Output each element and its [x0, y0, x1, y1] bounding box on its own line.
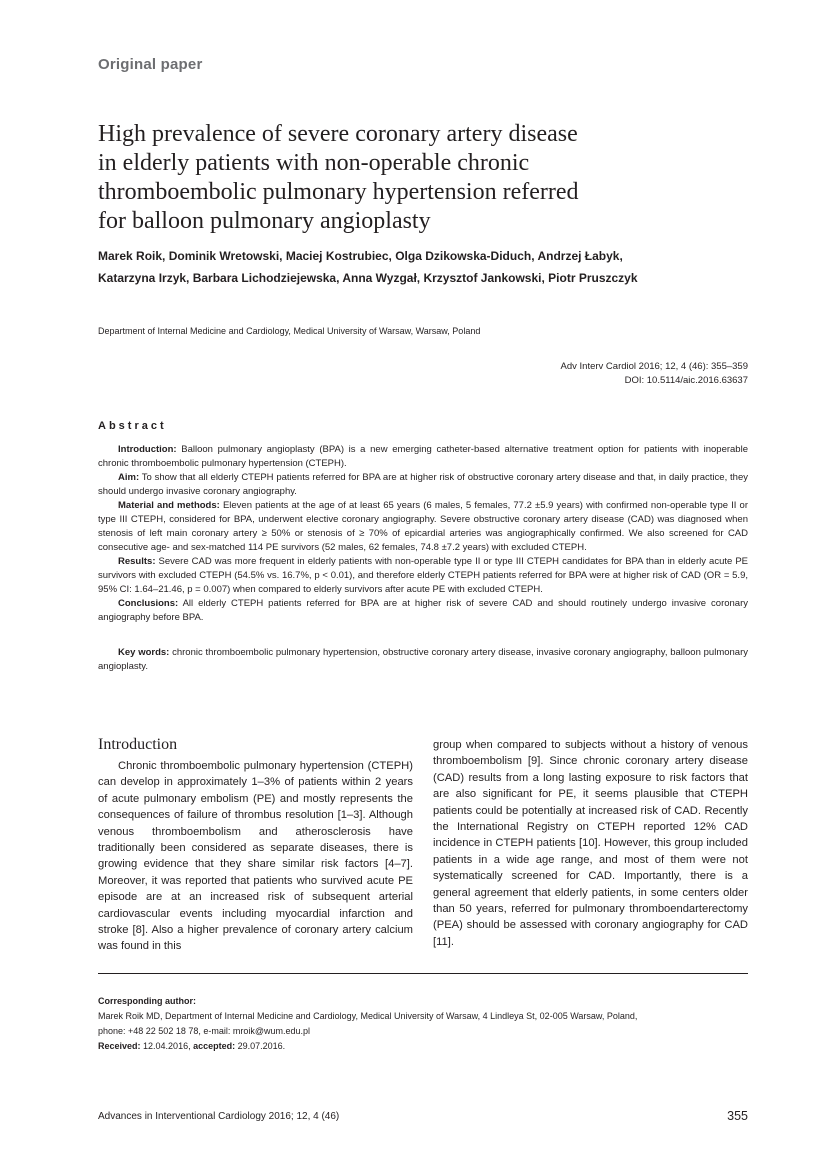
- abstract-conclusions: [98, 597, 748, 625]
- correspondence-address: Marek Roik MD, Department of Internal Medicine and Cardiology, Medical University of Warsaw, 4 Lindleya St, 02-005 Warsaw, Poland,: [98, 1011, 638, 1021]
- author-list: [98, 245, 638, 289]
- abstract-label: Material and methods:: [118, 500, 220, 511]
- abstract-label: Key words:: [118, 647, 170, 658]
- abstract-heading: Abstract: [98, 420, 167, 432]
- section-label: Original paper: [98, 56, 203, 73]
- affiliation: Department of Internal Medicine and Cardiology, Medical University of Warsaw, Warsaw, Poland: [98, 326, 481, 336]
- citation-block: [561, 360, 748, 388]
- body-paragraph: group when compared to subjects without a history of venous thromboembolism [9]. Since chronic coronary artery disease (CAD) results from a long lasting exposure to risk factors that are also significant for PE, it seems plausible that CTEPH patients could be potentially at increased risk of CAD. Recently the International Registry on CTEPH reported 12% CAD incidence in CTEPH patients [10]. However, this group included patients in a wide age range, and most of them were not systematically screened for CAD. Importantly, there is a general agreement that elderly patients, in some centers older than 50 years, referred for pulmonary thromboendarterectomy (PEA) should be assessed with coronary angiography for CAD [11].: [433, 739, 748, 948]
- title-line: in elderly patients with non-operable chronic: [98, 150, 530, 176]
- author-line: Marek Roik, Dominik Wretowski, Maciej Kostrubiec, Olga Dzikowska-Diduch, Andrzej Łabyk,: [98, 249, 623, 263]
- footer-journal: Advances in Interventional Cardiology 2016; 12, 4 (46): [98, 1111, 340, 1122]
- abstract-results: [98, 555, 748, 597]
- correspondence: [98, 994, 748, 1054]
- correspondence-contact: phone: +48 22 502 18 78, e-mail: mroik@wum.edu.pl: [98, 1026, 311, 1036]
- accepted-date: 29.07.2016.: [235, 1041, 286, 1051]
- abstract-label: Aim:: [118, 472, 140, 483]
- received-date: 12.04.2016,: [140, 1041, 194, 1051]
- doi: DOI: 10.5114/aic.2016.63637: [624, 375, 748, 386]
- article-title: [98, 120, 698, 236]
- page-number: 355: [727, 1109, 748, 1123]
- abstract-introduction: [98, 443, 748, 471]
- divider: [98, 973, 748, 974]
- abstract: [98, 443, 748, 674]
- journal-reference: Adv Interv Cardiol 2016; 12, 4 (46): 355–359: [560, 361, 748, 372]
- abstract-aim: [98, 471, 748, 499]
- abstract-text: To show that all elderly CTEPH patients referred for BPA are at higher risk of obstructive coronary artery disease and that, in daily practice, they should undergo invasive coronary angiography.: [98, 472, 748, 497]
- abstract-label: Conclusions:: [118, 598, 179, 609]
- correspondence-heading: Corresponding author:: [98, 996, 196, 1006]
- abstract-text: chronic thromboembolic pulmonary hypertension, obstructive coronary artery disease, invasive coronary angiography, balloon pulmonary angioplasty.: [98, 647, 748, 672]
- abstract-methods: [98, 499, 748, 555]
- received-label: Received:: [98, 1041, 141, 1051]
- abstract-keywords: [98, 646, 748, 674]
- accepted-label: accepted:: [193, 1041, 236, 1051]
- body-paragraph: Chronic thromboembolic pulmonary hypertension (CTEPH) can develop in approximately 1–3% of patients within 2 years of acute pulmonary embolism (PE) and mostly represents the consequences of failure of thrombus resolution [1–3]. Although venous thromboembolism and atherosclerosis have traditionally been considered as separate diseases, there is growing evidence that they share similar risk factors [4–7]. Moreover, it was reported that patients who survived acute PE episode are at an increased risk of subsequent arterial cardiovascular events including myocardial infarction and stroke [8]. Also a higher prevalence of coronary artery calcium was found in this: [98, 760, 413, 953]
- abstract-text: Severe CAD was more frequent in elderly patients with non-operable type II or type III CTEPH candidates for BPA than in elderly acute PE survivors with excluded CTEPH (54.5% vs. 16.7%, p < 0.01), and therefore elderly CTEPH patients referred for BPA were at higher risk of CAD (OR = 5.9, 95% CI: 1.64–21.46, p = 0.007) when compared to elderly survivors after acute PE with excluded CTEPH.: [98, 556, 748, 595]
- received-accepted: [98, 1039, 748, 1054]
- author-line: Katarzyna Irzyk, Barbara Lichodziejewska, Anna Wyzgał, Krzysztof Jankowski, Piotr Pruszczyk: [98, 271, 638, 285]
- body-column-right: [433, 737, 748, 950]
- abstract-label: Results:: [118, 556, 156, 567]
- title-line: thromboembolic pulmonary hypertension referred: [98, 179, 579, 205]
- introduction-heading: Introduction: [98, 736, 178, 753]
- abstract-text: Eleven patients at the age of at least 65 years (6 males, 5 females, 77.2 ±5.9 years) with confirmed non-operable type II or type III CTEPH, considered for BPA, underwent elective coronary angiography. Severe obstructive coronary artery disease (CAD) was diagnosed when stenosis of left main coronary artery ≥ 50% or stenosis of ≥ 70% of epicardial arteries was angiographically confirmed. We also screened for CAD consecutive age- and sex-matched 114 PE survivors (52 males, 62 females, 74.8 ±7.2 years) with excluded CTEPH.: [98, 500, 748, 553]
- abstract-text: Balloon pulmonary angioplasty (BPA) is a new emerging catheter-based alternative treatment option for patients with inoperable chronic thromboembolic pulmonary hypertension (CTEPH).: [98, 444, 748, 469]
- abstract-text: All elderly CTEPH patients referred for BPA are at higher risk of severe CAD and should routinely undergo invasive coronary angiography before BPA.: [98, 598, 748, 623]
- title-line: High prevalence of severe coronary artery disease: [98, 121, 578, 147]
- body-column-left: [98, 736, 413, 955]
- abstract-label: Introduction:: [118, 444, 177, 455]
- title-line: for balloon pulmonary angioplasty: [98, 208, 431, 234]
